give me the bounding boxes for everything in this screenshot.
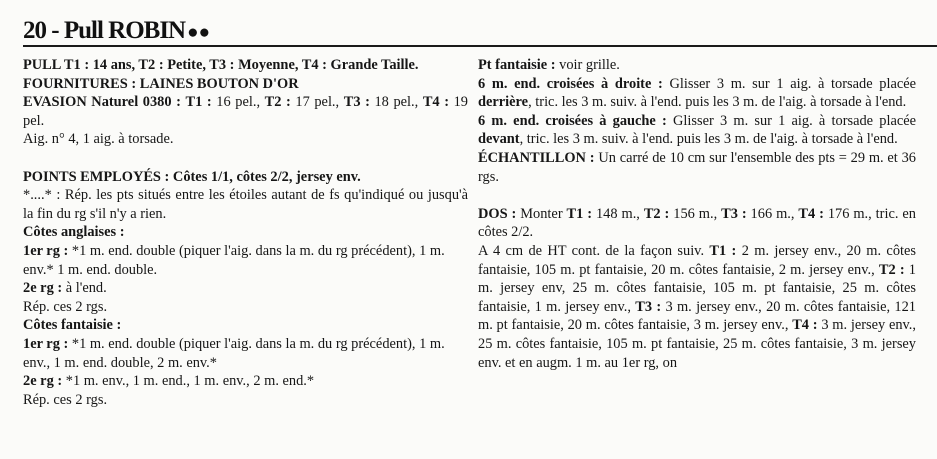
etoiles-explanation: *....* : Rép. les pts situés entre les étoiles autant de fs qu'indiqué ou jusqu'à la fin du rg s'il n'y a rien. [23, 187, 468, 222]
echantillon-label: ÉCHANTILLON : [478, 149, 595, 166]
spacer [23, 149, 468, 168]
cotes-anglaises-heading: Côtes anglaises : [23, 224, 125, 241]
dos-p2-intro: A 4 cm de HT cont. de la façon suiv. [478, 242, 710, 259]
cotes-anglaises-rg2 [23, 279, 468, 298]
gauche-bold: devant [478, 131, 520, 148]
dos-t1-value: 148 m., [592, 205, 644, 222]
cotes-fantaisie-rg1 [23, 335, 468, 372]
droite-text1: Glisser 3 m. sur 1 aig. à torsade placée [662, 75, 916, 92]
points-employes-heading: POINTS EMPLOYÉS : Côtes 1/1, côtes 2/2, jersey env. [23, 168, 361, 185]
evasion-t1-value: 16 pel., [211, 94, 265, 111]
cotes-fantaisie-heading: Côtes fantaisie : [23, 317, 122, 334]
evasion-t3-value: 18 pel., [369, 94, 423, 111]
rg1-label: 1er rg : [23, 242, 69, 259]
dos-instructions [478, 242, 916, 372]
pt-fantaisie-line [478, 56, 916, 75]
rg1-text: *1 m. end. double (piquer l'aig. dans la m. du rg précédent), 1 m. env., 1 m. end. double, 2 m. env.* [23, 335, 445, 371]
evasion-t2-value: 17 pel., [290, 94, 344, 111]
droite-label: 6 m. end. croisées à droite : [478, 75, 663, 92]
dos-t3-value: 166 m., [746, 205, 799, 222]
rg2-text: *1 m. env., 1 m. end., 1 m. env., 2 m. end.* [62, 373, 315, 390]
croisees-gauche [478, 112, 916, 149]
gauche-text2: , tric. les 3 m. suiv. à l'end. puis les 3 m. de l'aig. à torsade à l'end. [519, 131, 898, 148]
evasion-yarn-line [23, 93, 468, 130]
dos-t2-label: T2 : [643, 205, 670, 222]
evasion-t4-value: 19 pel. [23, 94, 468, 129]
evasion-t4-label: T4 : [422, 94, 449, 111]
page-title [23, 17, 210, 47]
aiguilles-line: Aig. n° 4, 1 aig. à torsade. [23, 131, 174, 148]
dos-p2-t2-text: 1 m. jersey env, 25 m. côtes fantaisie, 105 m. pt fantaisie, 25 m. côtes fantaisie, 1 m. jersey env., [478, 261, 917, 315]
gauche-text1: Glisser 3 m. sur 1 aig. à torsade placée [666, 112, 917, 129]
evasion-t1-label: T1 : [185, 94, 212, 111]
pull-sizes-line: PULL T1 : 14 ans, T2 : Petite, T3 : Moyenne, T4 : Grande Taille. [23, 57, 419, 73]
pt-fantaisie-label: Pt fantaisie : [478, 57, 556, 73]
dos-p2-t3-text: 3 m. jersey env., 20 m. côtes fantaisie, 121 m. pt fantaisie, 20 m. côtes fantaisie, 3 m. jersey env., [478, 298, 916, 334]
dos-p2-t4-label: T4 : [792, 317, 818, 334]
rg2-text: à l'end. [62, 280, 107, 297]
right-column [478, 56, 916, 372]
dos-p2-t4-text: 3 m. jersey env., 25 m. côtes fantaisie, 105 m. pt fantaisie, 25 m. côtes fantaisie, 3 m. jersey env. et en augm. 1 m. au 1er rg, on [478, 317, 916, 371]
gauche-label: 6 m. end. croisées à gauche : [478, 112, 667, 129]
evasion-t2-label: T2 : [264, 94, 291, 111]
droite-text2: , tric. les 3 m. suiv. à l'end. puis les 3 m. de l'aig. à torsade à l'end. [528, 94, 907, 111]
rg2-label: 2e rg : [23, 280, 63, 297]
dos-t4-label: T4 : [798, 205, 824, 222]
dos-p2-t2-label: T2 : [878, 261, 905, 278]
rg1-text: *1 m. end. double (piquer l'aig. dans la m. du rg précédent), 1 m. env.* 1 m. end. double. [23, 242, 445, 278]
dos-p2-t1-label: T1 : [709, 242, 737, 259]
droite-bold: derrière [478, 94, 529, 111]
title-rule-divider [23, 45, 937, 47]
pt-fantaisie-text: voir grille. [555, 57, 620, 73]
cotes-anglaises-repeat: Rép. ces 2 rgs. [23, 298, 108, 315]
title-text: 20 - Pull ROBIN [23, 17, 186, 44]
dos-label: DOS : [478, 205, 517, 222]
echantillon-text: Un carré de 10 cm sur l'ensemble des pts = 29 m. et 36 rgs. [478, 149, 916, 185]
echantillon-line [478, 149, 916, 186]
cotes-fantaisie-rg2 [23, 372, 468, 391]
dos-t4-value: 176 m., tric. en côtes 2/2. [478, 205, 916, 241]
difficulty-dots-icon: ●● [187, 22, 211, 43]
dos-t3-label: T3 : [721, 205, 747, 222]
fournitures-line: FOURNITURES : LAINES BOUTON D'OR [23, 75, 299, 92]
evasion-t3-label: T3 : [343, 94, 370, 111]
spacer [478, 186, 916, 205]
dos-t2-value: 156 m., [669, 205, 722, 222]
croisees-droite [478, 75, 916, 112]
dos-monter [478, 205, 916, 242]
left-column [23, 56, 468, 409]
rg1-label: 1er rg : [23, 335, 69, 352]
dos-p2-t1-text: 2 m. jersey env., 20 m. côtes fantaisie, 105 m. pt fantaisie, 20 m. côtes fantaisie, 2 m. jersey env., [478, 242, 916, 278]
cotes-fantaisie-repeat: Rép. ces 2 rgs. [23, 391, 108, 408]
dos-monter-text: Monter [516, 205, 567, 222]
dos-t1-label: T1 : [566, 205, 593, 222]
dos-p2-t3-label: T3 : [635, 298, 662, 315]
rg2-label: 2e rg : [23, 373, 63, 390]
cotes-anglaises-rg1 [23, 242, 468, 279]
evasion-label: EVASION Naturel 0380 : [23, 94, 181, 111]
